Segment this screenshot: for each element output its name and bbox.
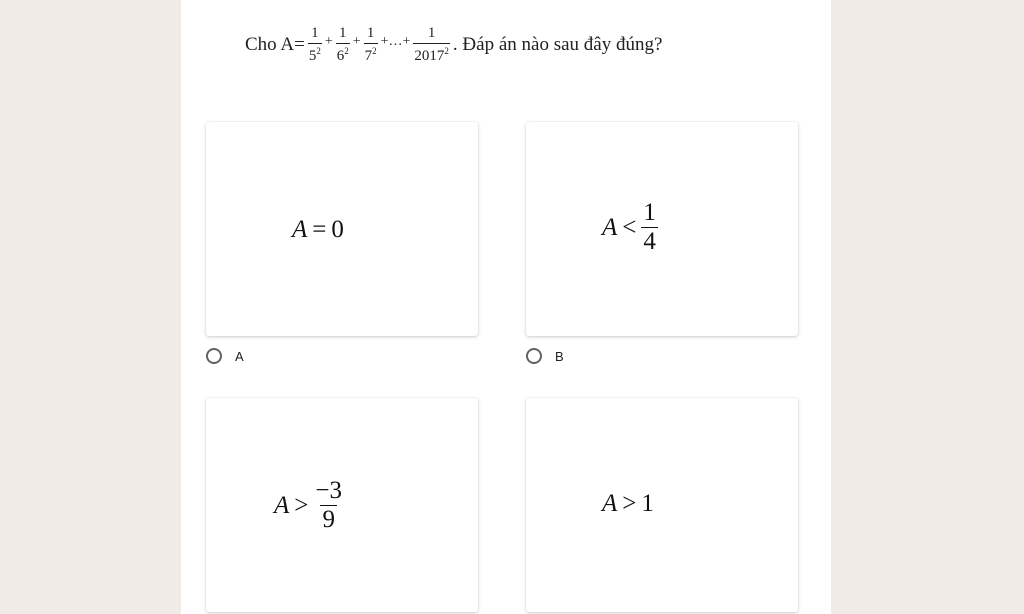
question-prefix: Cho A= [245,34,305,55]
form-card [181,0,831,614]
option-d-image[interactable] [526,398,798,612]
math-a-gt-neg-3-9: A > $\frac{-3}{9}$ [274,477,342,534]
math-a-gt-1: A > 1 [602,490,654,517]
fraction-one-quarter: $\frac{1}{4}$ [643,199,656,256]
radio-a[interactable] [206,348,222,364]
math-a-eq-0: A = 0 [292,216,344,243]
fraction-neg-three-ninths: $\frac{-3}{9}$ [315,477,342,534]
option-a[interactable] [206,348,244,364]
fraction-term-last: $\frac{1}{2017^2}$ [414,25,449,64]
option-b[interactable] [526,348,564,364]
question-suffix: . Đáp án nào sau đây đúng? [452,34,663,55]
option-a-label: A [235,348,244,364]
math-a-lt-quarter: A < $\frac{1}{4}$ [602,199,656,256]
fraction-term-2: $\frac{1}{6^2}$ [336,25,349,64]
question-text: Cho A= $\frac{1}{5^2}$ + $\frac{1}{6^2}$ + $\frac{1}{7^2}$ +…+ $\frac{1}{2017^2}$ . Đáp án nào sau đây đúng? [245,25,663,64]
option-b-label: B [555,348,564,364]
fraction-term-1: $\frac{1}{5^2}$ [308,25,321,64]
option-b-image[interactable] [526,122,798,336]
fraction-term-3: $\frac{1}{7^2}$ [364,25,377,64]
radio-b[interactable] [526,348,542,364]
option-c-image[interactable] [206,398,478,612]
option-a-image[interactable] [206,122,478,336]
